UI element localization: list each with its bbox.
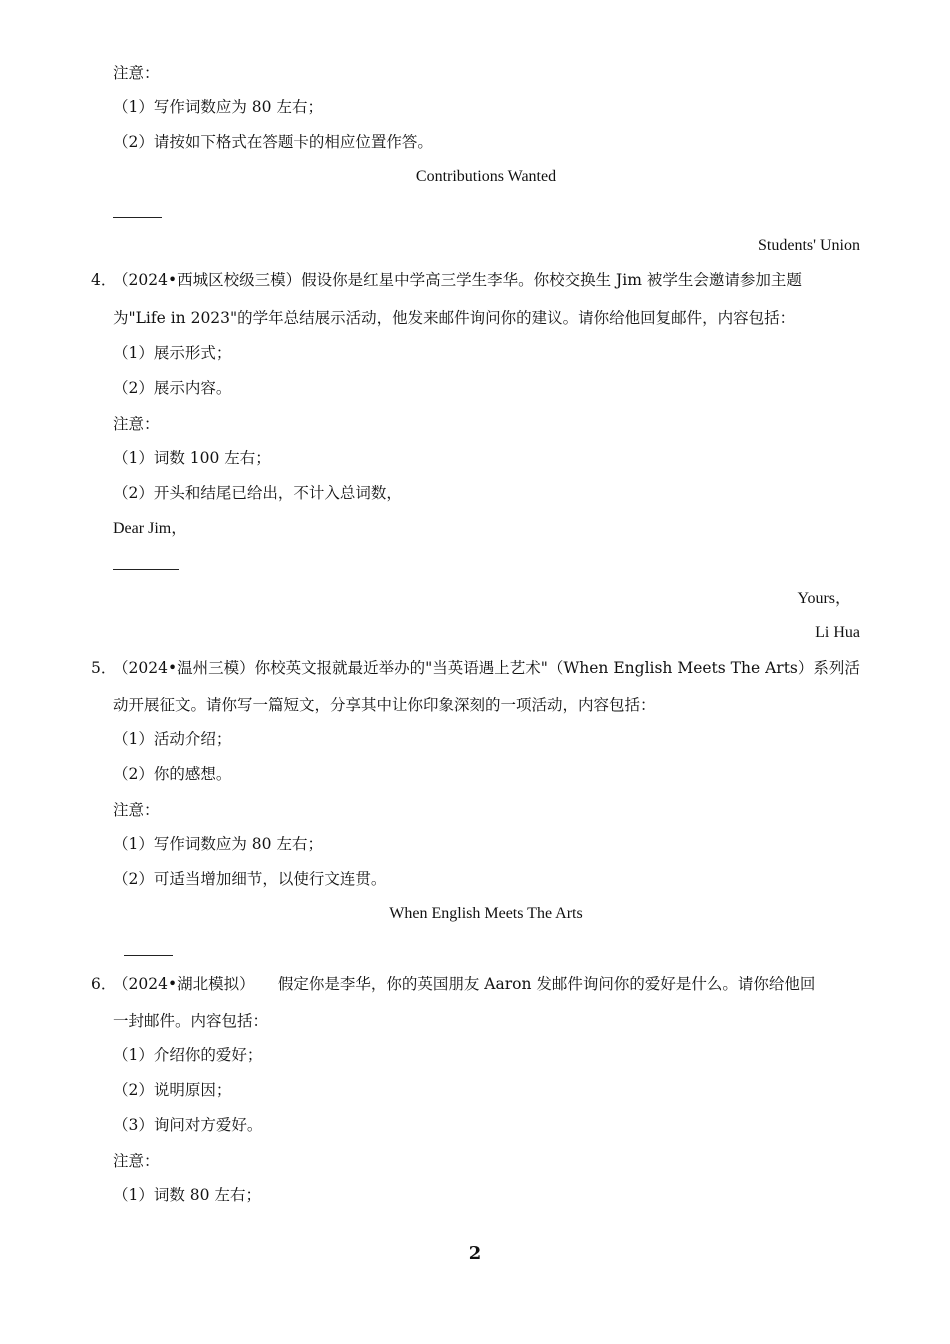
q4-requirement-1: （1）词数 100 左右； bbox=[113, 449, 271, 467]
q5-content-1: （1）活动介绍； bbox=[113, 730, 232, 748]
q6-content-2: （2）说明原因； bbox=[113, 1081, 232, 1099]
q4-number: 4． bbox=[91, 271, 117, 289]
page-number: 2 bbox=[468, 1243, 482, 1264]
q3-notice: 注意： bbox=[113, 64, 160, 82]
q3-essay-title: Contributions Wanted bbox=[415, 168, 557, 185]
q5-prompt-line-1: （2024•温州三模）你校英文报就最近举办的"当英语遇上艺术"（When English Meets The Arts）系列活 bbox=[113, 659, 860, 677]
q4-closing: Yours， bbox=[797, 590, 851, 607]
q5-essay-title: When English Meets The Arts bbox=[389, 905, 583, 922]
q6-requirement-1: （1）词数 80 左右； bbox=[113, 1186, 261, 1204]
q5-requirement-1: （1）写作词数应为 80 左右； bbox=[113, 835, 323, 853]
q5-notice: 注意： bbox=[113, 801, 160, 819]
q4-notice: 注意： bbox=[113, 415, 160, 433]
q4-prompt-line-1: （2024•西城区校级三模）假设你是红星中学高三学生李华。你校交换生 Jim 被学生会邀请参加主题 bbox=[113, 271, 802, 289]
q4-answer-blank bbox=[113, 569, 179, 570]
q3-answer-blank bbox=[113, 217, 162, 218]
q5-content-2: （2）你的感想。 bbox=[113, 765, 232, 783]
q4-content-1: （1）展示形式； bbox=[113, 344, 232, 362]
q6-content-1: （1）介绍你的爱好； bbox=[113, 1046, 263, 1064]
q4-requirement-2: （2）开头和结尾已给出，不计入总词数， bbox=[113, 484, 402, 502]
q3-requirement-1: （1）写作词数应为 80 左右； bbox=[113, 98, 323, 116]
q6-prompt-line-1: （2024•湖北模拟） 假定你是李华，你的英国朋友 Aaron 发邮件询问你的爱好是什么。请你给他回 bbox=[113, 975, 816, 993]
q4-greeting: Dear Jim， bbox=[113, 520, 188, 537]
q3-signature: Students' Union bbox=[758, 237, 860, 254]
q4-prompt-line-2: 为"Life in 2023"的学年总结展示活动，他发来邮件询问你的建议。请你给他回复邮件，内容包括： bbox=[113, 309, 796, 327]
q6-notice: 注意： bbox=[113, 1152, 160, 1170]
q6-number: 6． bbox=[91, 975, 117, 993]
q6-content-3: （3）询问对方爱好。 bbox=[113, 1116, 263, 1134]
q6-prompt-line-2: 一封邮件。内容包括： bbox=[113, 1012, 269, 1030]
q3-requirement-2: （2）请按如下格式在答题卡的相应位置作答。 bbox=[113, 133, 433, 151]
q5-requirement-2: （2）可适当增加细节，以使行文连贯。 bbox=[113, 870, 387, 888]
q5-answer-blank bbox=[124, 955, 173, 956]
q4-content-2: （2）展示内容。 bbox=[113, 379, 232, 397]
q5-prompt-line-2: 动开展征文。请你写一篇短文，分享其中让你印象深刻的一项活动，内容包括： bbox=[113, 696, 656, 714]
q4-signature-name: Li Hua bbox=[815, 624, 860, 641]
q5-number: 5． bbox=[91, 659, 117, 677]
